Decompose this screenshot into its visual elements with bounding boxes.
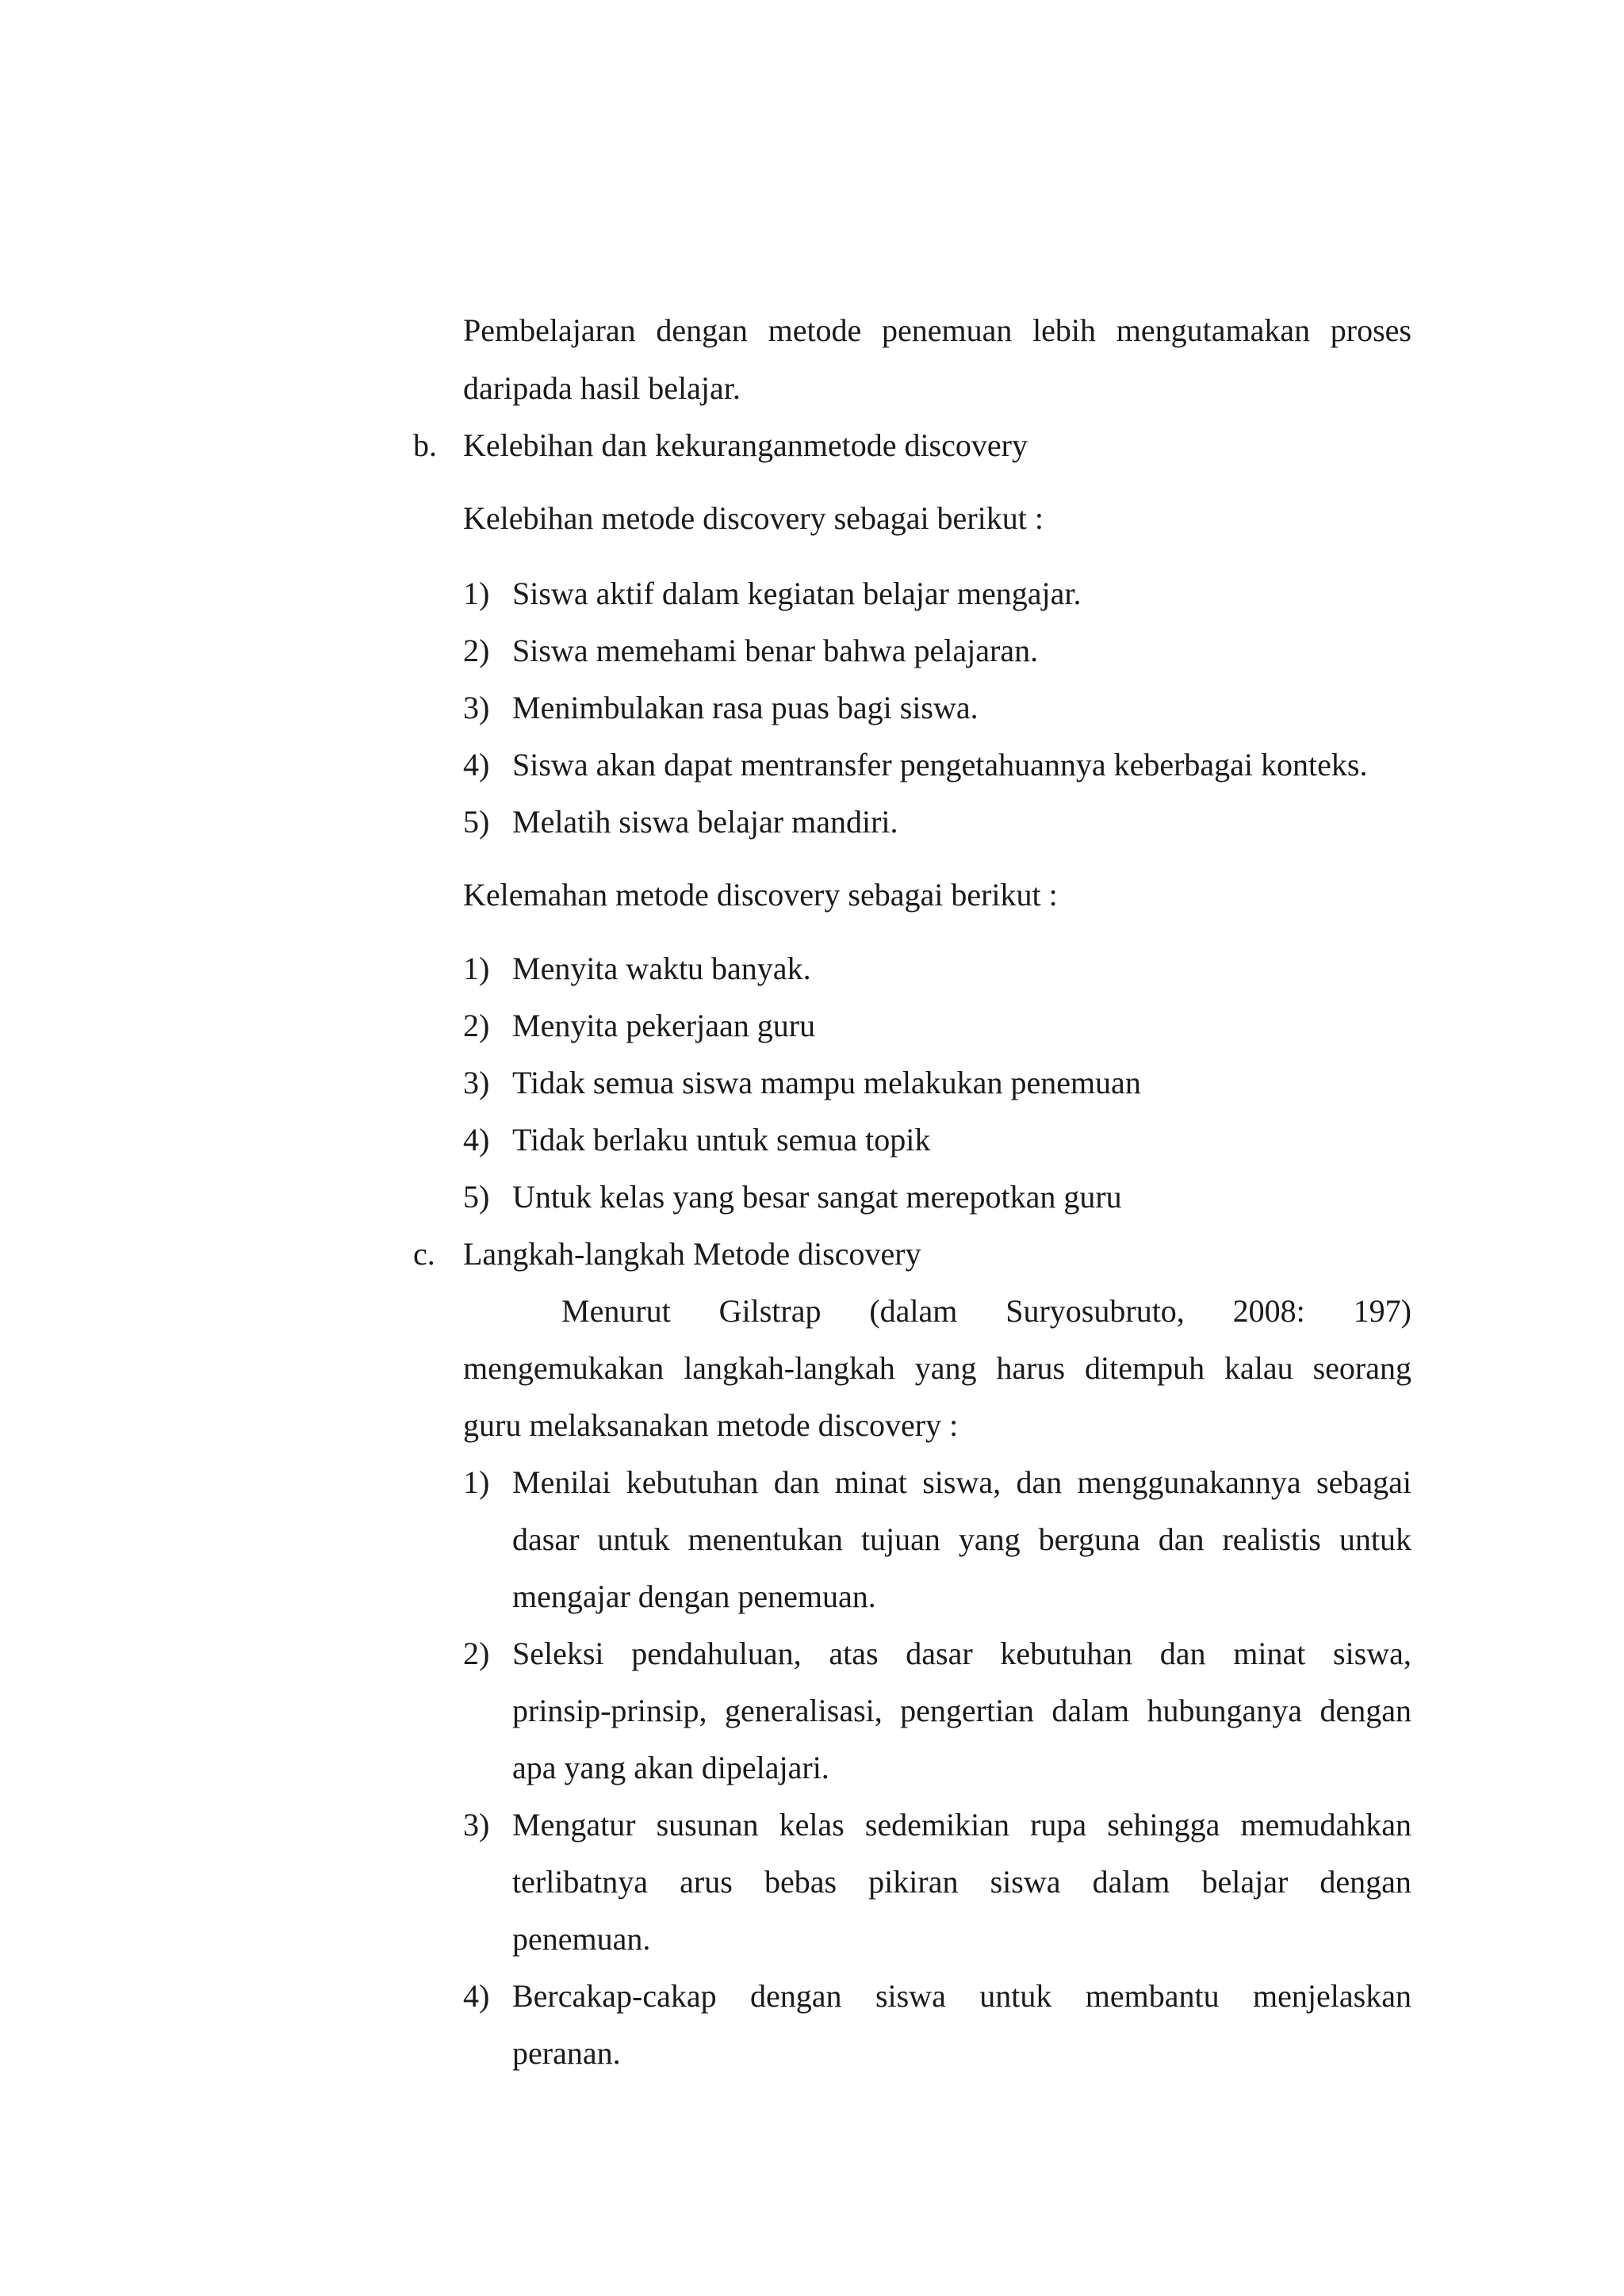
word: Menilai xyxy=(512,1464,611,1500)
step-3-line-2 xyxy=(512,1863,1411,1901)
word: mengutamakan xyxy=(1116,312,1311,348)
word: untuk xyxy=(979,1978,1052,2014)
step-2-line-2 xyxy=(512,1692,1411,1730)
word: pikiran xyxy=(868,1864,959,1900)
word: siswa xyxy=(875,1978,946,2014)
list-item-number: 2) xyxy=(463,633,490,668)
list-item-number: 1) xyxy=(463,1464,490,1500)
word: tujuan xyxy=(860,1521,940,1557)
word: mengemukakan xyxy=(463,1350,665,1386)
word: kalau xyxy=(1224,1350,1293,1386)
word: dan xyxy=(1016,1464,1063,1500)
word: proses xyxy=(1330,312,1411,348)
section-c-para-line-2 xyxy=(463,1349,1411,1387)
section-c-marker: c. xyxy=(413,1236,435,1272)
word: Pembelajaran xyxy=(463,312,636,348)
list-item: Tidak berlaku untuk semua topik xyxy=(512,1122,931,1158)
list-item: Menyita pekerjaan guru xyxy=(512,1008,816,1043)
word: dengan xyxy=(1320,1864,1411,1900)
word: dengan xyxy=(1320,1693,1411,1728)
list-item-number: 1) xyxy=(463,951,490,986)
word: yang xyxy=(958,1521,1021,1557)
word: prinsip-prinsip, xyxy=(512,1693,707,1728)
word: dasar xyxy=(906,1636,973,1671)
list-item: Siswa aktif dalam kegiatan belajar mengajar. xyxy=(512,576,1082,611)
list-item-number: 5) xyxy=(463,804,490,840)
list-item-number: 5) xyxy=(463,1179,490,1215)
word: siswa, xyxy=(1333,1636,1411,1671)
word: dan xyxy=(1158,1521,1205,1557)
list-item-number: 2) xyxy=(463,1008,490,1043)
step-3-line-1 xyxy=(512,1806,1411,1844)
section-b-heading: Kelebihan dan kekuranganmetode discovery xyxy=(463,427,1028,463)
section-c-para-line-1 xyxy=(561,1292,1411,1330)
word: sedemikian xyxy=(864,1807,1009,1843)
advantages-intro: Kelebihan metode discovery sebagai berikut : xyxy=(463,500,1044,536)
word: (dalam xyxy=(869,1293,958,1329)
intro-line-1 xyxy=(463,312,1411,350)
word: dalam xyxy=(1051,1693,1130,1728)
word: dengan xyxy=(656,312,748,348)
word: atas xyxy=(829,1636,879,1671)
step-1-line-1 xyxy=(512,1464,1411,1502)
step-1-line-3: mengajar dengan penemuan. xyxy=(512,1578,876,1614)
word: rupa xyxy=(1030,1807,1087,1843)
list-item-number: 2) xyxy=(463,1636,490,1671)
word: berguna xyxy=(1038,1521,1140,1557)
word: minat xyxy=(1233,1636,1306,1671)
list-item: Untuk kelas yang besar sangat merepotkan guru xyxy=(512,1179,1122,1215)
step-1-line-2 xyxy=(512,1521,1411,1559)
list-item: Menyita waktu banyak. xyxy=(512,951,811,986)
word: sehingga xyxy=(1107,1807,1220,1843)
word: menentukan xyxy=(688,1521,843,1557)
weaknesses-intro: Kelemahan metode discovery sebagai berikut : xyxy=(463,877,1058,913)
word: Seleksi xyxy=(512,1636,604,1671)
word: untuk xyxy=(597,1521,670,1557)
word: kebutuhan xyxy=(626,1464,759,1500)
word: Menurut xyxy=(561,1293,671,1329)
word: terlibatnya xyxy=(512,1864,649,1900)
list-item-number: 3) xyxy=(463,1807,490,1843)
word: Bercakap-cakap xyxy=(512,1978,717,2014)
word: bebas xyxy=(764,1864,837,1900)
list-item-number: 1) xyxy=(463,576,490,611)
word: memudahkan xyxy=(1240,1807,1411,1843)
word: lebih xyxy=(1032,312,1097,348)
section-c-heading: Langkah-langkah Metode discovery xyxy=(463,1236,921,1272)
intro-line-2: daripada hasil belajar. xyxy=(463,370,741,406)
word: generalisasi, xyxy=(724,1693,883,1728)
list-item: Melatih siswa belajar mandiri. xyxy=(512,804,898,840)
word: pengertian xyxy=(900,1693,1034,1728)
word: menjelaskan xyxy=(1253,1978,1411,2014)
list-item: Siswa akan dapat mentransfer pengetahuannya keberbagai konteks. xyxy=(512,747,1368,783)
word: Mengatur xyxy=(512,1807,636,1843)
word: dan xyxy=(1159,1636,1206,1671)
word: untuk xyxy=(1339,1521,1411,1557)
section-c-para-line-3: guru melaksanakan metode discovery : xyxy=(463,1407,959,1443)
word: arus xyxy=(680,1864,733,1900)
word: penemuan xyxy=(882,312,1013,348)
word: pendahuluan, xyxy=(631,1636,802,1671)
word: dan xyxy=(773,1464,820,1500)
word: belajar xyxy=(1201,1864,1289,1900)
list-item-number: 3) xyxy=(463,690,490,725)
list-item-number: 3) xyxy=(463,1065,490,1100)
word: kelas xyxy=(779,1807,845,1843)
word: sebagai xyxy=(1316,1464,1411,1500)
list-item-number: 4) xyxy=(463,1122,490,1158)
word: 197) xyxy=(1353,1293,1411,1329)
word: Suryosubruto, xyxy=(1005,1293,1185,1329)
section-b-marker: b. xyxy=(413,427,437,463)
list-item-number: 4) xyxy=(463,1978,490,2014)
word: Gilstrap xyxy=(718,1293,822,1329)
word: hubunganya xyxy=(1147,1693,1303,1728)
word: kebutuhan xyxy=(1000,1636,1133,1671)
list-item: Menimbulakan rasa puas bagi siswa. xyxy=(512,690,979,725)
word: ditempuh xyxy=(1084,1350,1205,1386)
word: dengan xyxy=(750,1978,842,2014)
word: membantu xyxy=(1085,1978,1220,2014)
word: seorang xyxy=(1312,1350,1411,1386)
list-item: Tidak semua siswa mampu melakukan penemuan xyxy=(512,1065,1141,1100)
word: harus xyxy=(996,1350,1066,1386)
list-item-number: 4) xyxy=(463,747,490,783)
word: yang xyxy=(914,1350,977,1386)
word: metode xyxy=(768,312,862,348)
word: 2008: xyxy=(1232,1293,1305,1329)
word: langkah-langkah xyxy=(684,1350,895,1386)
word: susunan xyxy=(656,1807,759,1843)
word: siswa, xyxy=(922,1464,1002,1500)
word: siswa xyxy=(990,1864,1061,1900)
word: minat xyxy=(834,1464,907,1500)
word: dalam xyxy=(1092,1864,1170,1900)
step-3-line-3: penemuan. xyxy=(512,1921,651,1957)
step-4-line-2: peranan. xyxy=(512,2035,621,2071)
word: realistis xyxy=(1222,1521,1321,1557)
step-2-line-3: apa yang akan dipelajari. xyxy=(512,1750,829,1785)
step-2-line-1 xyxy=(512,1635,1411,1673)
step-4-line-1 xyxy=(512,1977,1411,2015)
word: dasar xyxy=(512,1521,580,1557)
list-item: Siswa memehami benar bahwa pelajaran. xyxy=(512,633,1039,668)
word: menggunakannya xyxy=(1077,1464,1301,1500)
